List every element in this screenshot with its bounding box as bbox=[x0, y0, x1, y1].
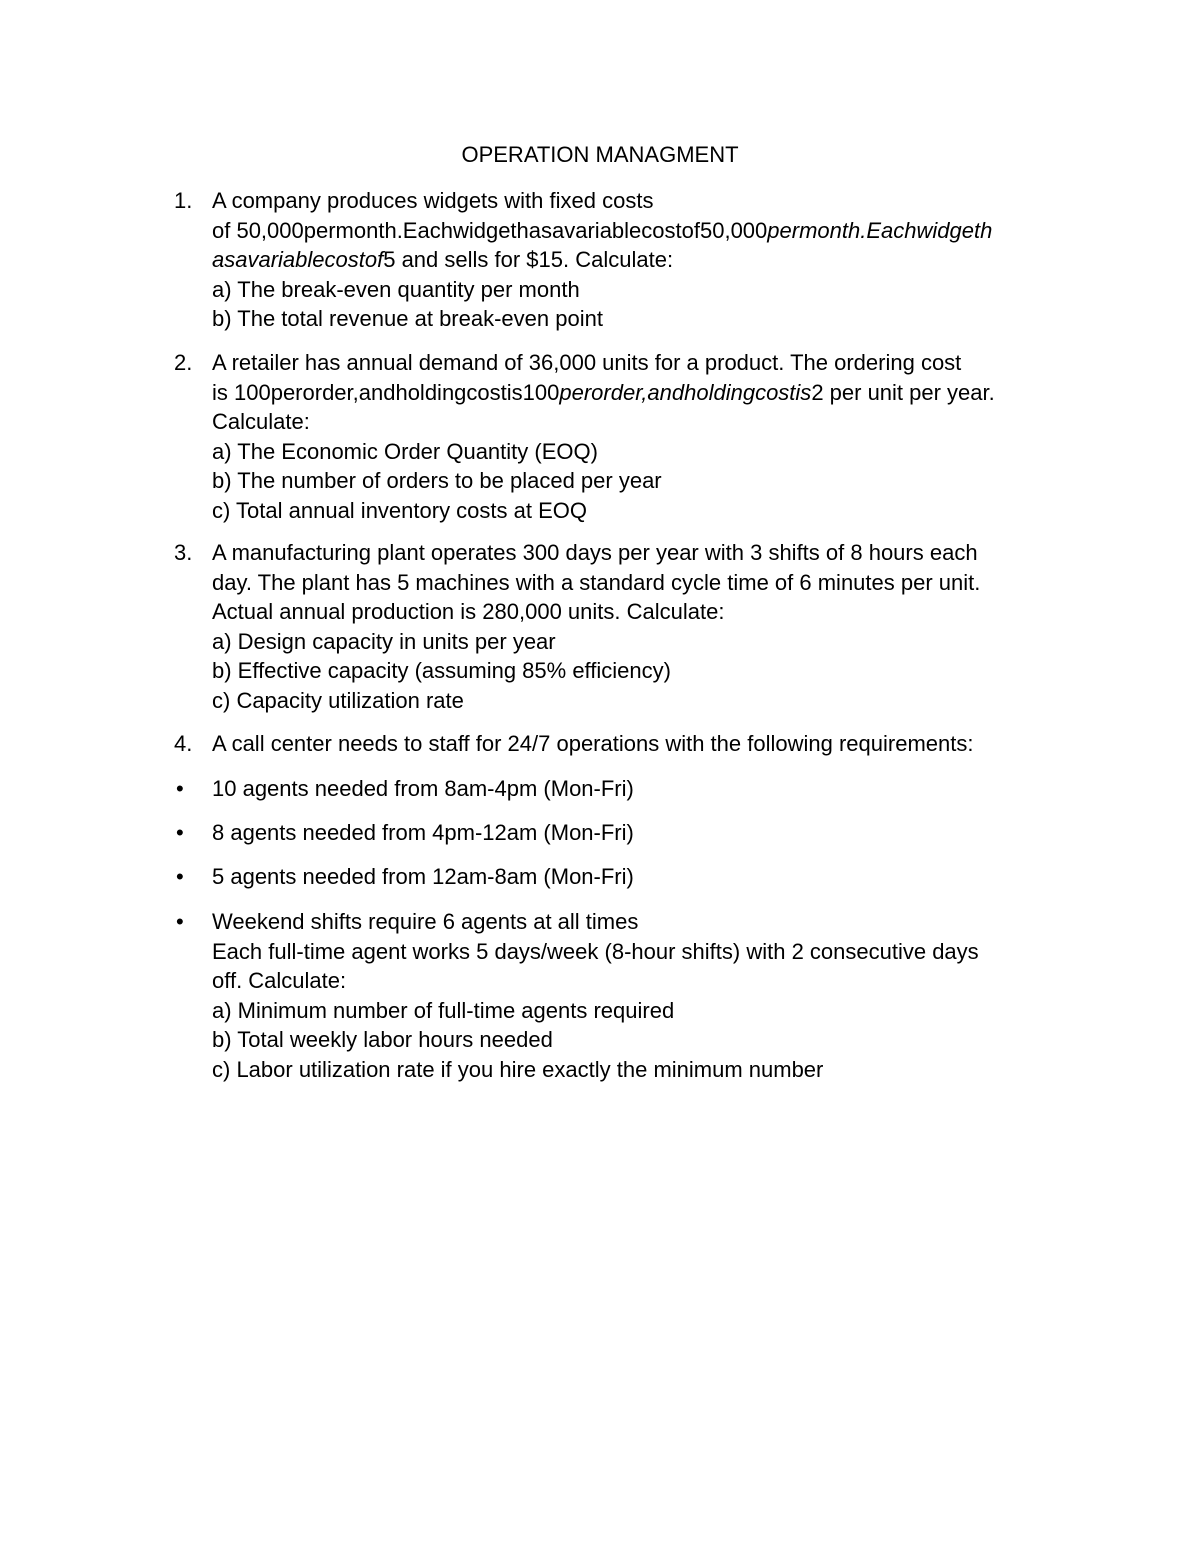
bullet-text: 8 agents needed from 4pm-12am (Mon-Fri) bbox=[212, 820, 634, 845]
question-subpart: c) Total annual inventory costs at EOQ bbox=[212, 497, 587, 523]
question-subpart: a) The Economic Order Quantity (EOQ) bbox=[212, 438, 598, 464]
question-text: of 50,000permonth.Eachwidgethasavariablecostof50,000 bbox=[212, 217, 768, 243]
question-subpart: c) Capacity utilization rate bbox=[212, 687, 464, 713]
bullet-icon: • bbox=[176, 864, 184, 889]
question-line: A company produces widgets with fixed costs bbox=[212, 188, 654, 213]
bullet-body bbox=[212, 774, 1062, 804]
bullet-text: Weekend shifts require 6 agents at all times bbox=[212, 909, 639, 934]
bullet-subpart: b) Total weekly labor hours needed bbox=[212, 1027, 553, 1052]
question-body bbox=[212, 186, 1062, 334]
bullet-body bbox=[212, 862, 1062, 892]
bullet-text: Each full-time agent works 5 days/week (8-hour shifts) with 2 consecutive days bbox=[212, 938, 979, 964]
question-line: day. The plant has 5 machines with a standard cycle time of 6 minutes per unit. bbox=[212, 569, 981, 595]
question-number: 3. bbox=[174, 540, 193, 565]
question-text: 5 and sells for $15. Calculate: bbox=[383, 247, 674, 272]
bullet-text: 10 agents needed from 8am-4pm (Mon-Fri) bbox=[212, 776, 634, 801]
question-number: 4. bbox=[174, 731, 193, 756]
question-text: 2 per unit per year. bbox=[811, 379, 995, 405]
bullet-icon: • bbox=[176, 909, 184, 934]
question-line: Actual annual production is 280,000 units. Calculate: bbox=[212, 599, 725, 624]
question-number: 1. bbox=[174, 188, 193, 213]
question-text-italic: permonth.Eachwidgeth bbox=[767, 217, 993, 243]
question-subpart: a) The break-even quantity per month bbox=[212, 276, 580, 302]
question-text-italic: perorder,andholdingcostis bbox=[559, 379, 812, 405]
question-number: 2. bbox=[174, 350, 193, 375]
question-text: is 100perorder,andholdingcostis100 bbox=[212, 379, 560, 405]
question-body bbox=[212, 729, 1062, 759]
question-line: A call center needs to staff for 24/7 operations with the following requirements: bbox=[212, 731, 974, 756]
question-subpart: b) Effective capacity (assuming 85% efficiency) bbox=[212, 658, 671, 683]
question-line bbox=[212, 216, 1062, 246]
bullet-text: 5 agents needed from 12am-8am (Mon-Fri) bbox=[212, 864, 634, 889]
question-text-italic: asavariablecostof bbox=[212, 247, 384, 272]
bullet-text: off. Calculate: bbox=[212, 968, 347, 993]
question-line bbox=[212, 245, 1062, 275]
bullet-subpart: c) Labor utilization rate if you hire exactly the minimum number bbox=[212, 1056, 824, 1082]
question-body bbox=[212, 538, 1062, 715]
bullet-body bbox=[212, 907, 1062, 1084]
question-subpart: b) The total revenue at break-even point bbox=[212, 306, 603, 331]
question-subpart: b) The number of orders to be placed per year bbox=[212, 468, 662, 493]
question-subpart: a) Design capacity in units per year bbox=[212, 628, 556, 654]
page-title: OPERATION MANAGMENT bbox=[461, 142, 739, 167]
bullet-body bbox=[212, 818, 1062, 848]
question-line: A retailer has annual demand of 36,000 units for a product. The ordering cost bbox=[212, 350, 962, 375]
question-line: A manufacturing plant operates 300 days per year with 3 shifts of 8 hours each bbox=[212, 540, 978, 565]
question-body bbox=[212, 348, 1062, 525]
question-line bbox=[212, 378, 1062, 408]
question-line: Calculate: bbox=[212, 409, 310, 434]
bullet-subpart: a) Minimum number of full-time agents required bbox=[212, 997, 675, 1023]
bullet-icon: • bbox=[176, 820, 184, 845]
bullet-icon: • bbox=[176, 776, 184, 801]
